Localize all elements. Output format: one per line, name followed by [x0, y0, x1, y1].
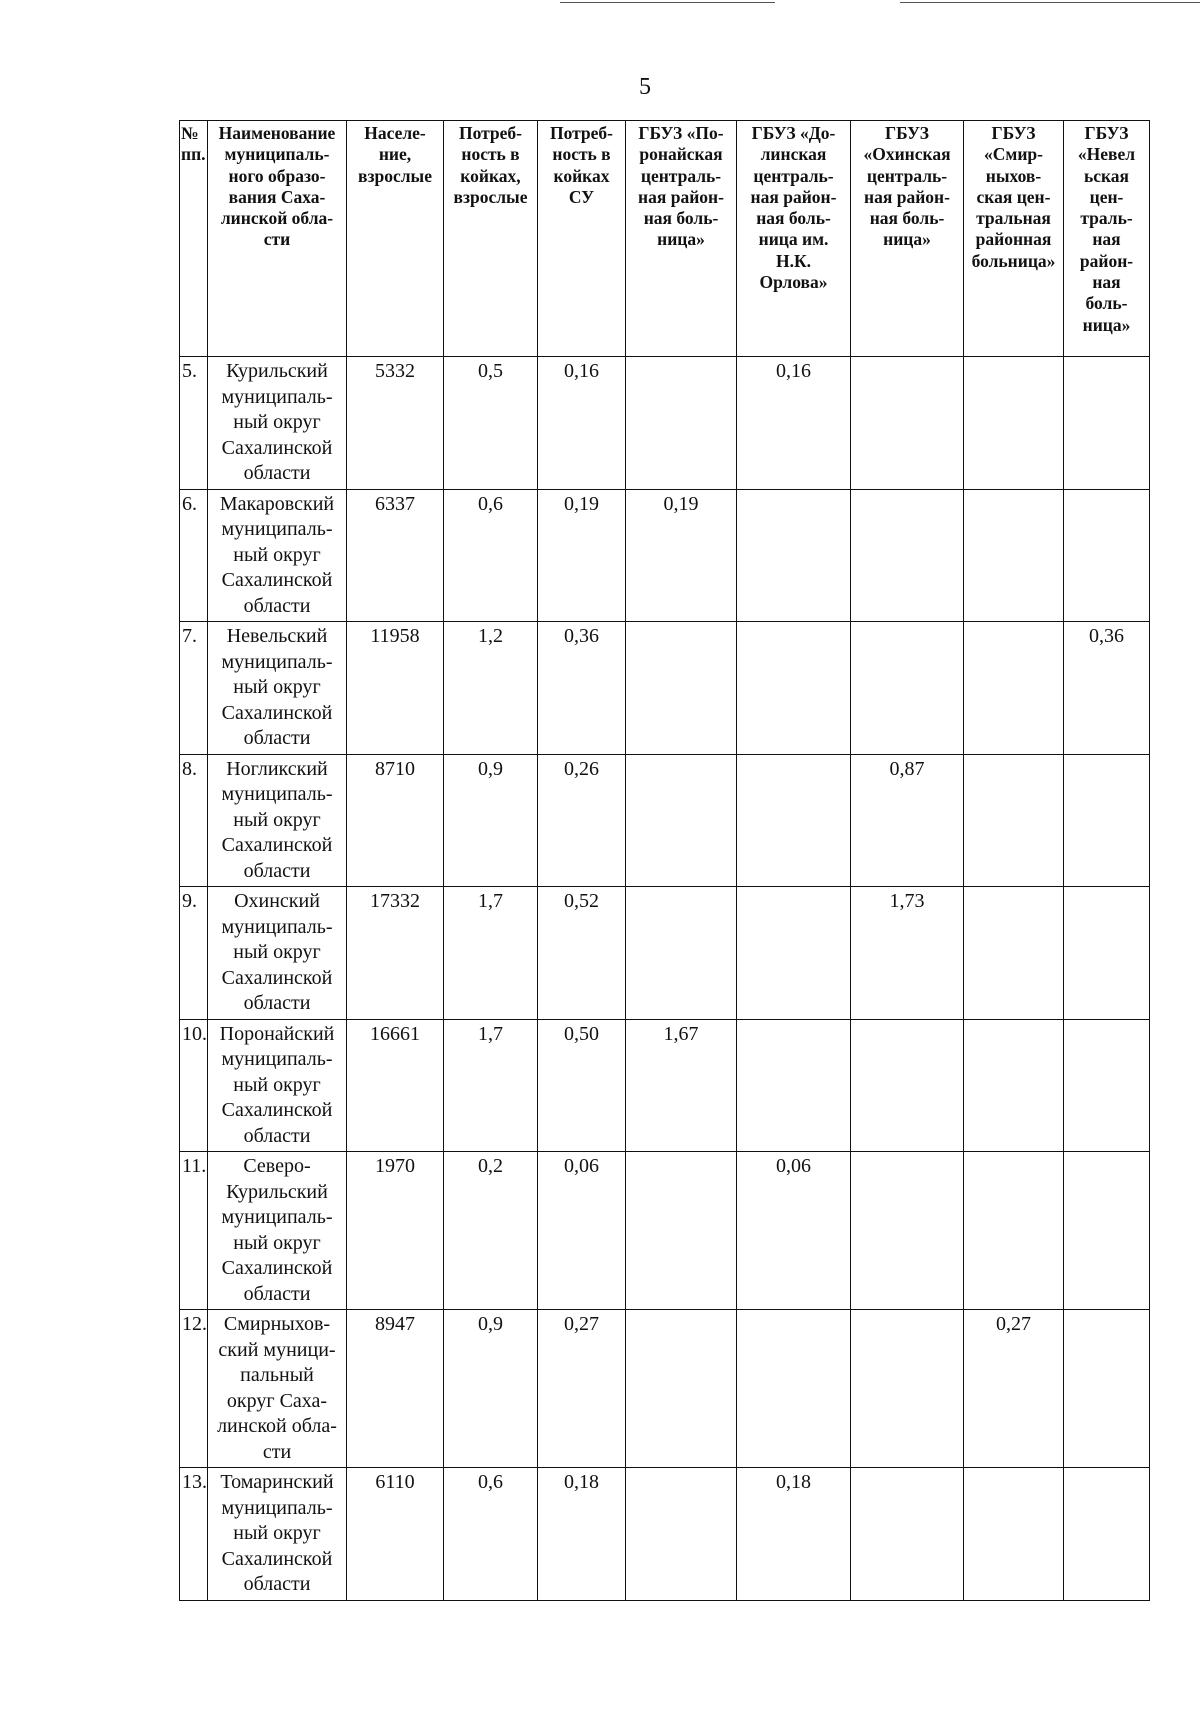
adult-bed-need: 0,6: [444, 489, 538, 622]
su-bed-need: 0,18: [538, 1468, 626, 1601]
table-row: [180, 887, 1150, 1020]
dolinsk-value: 0,18: [737, 1468, 851, 1601]
adult-population: 6337: [347, 489, 444, 622]
header-su-bed-need: Потреб- ность в койках СУ: [538, 121, 626, 357]
row-number: 13.: [180, 1468, 208, 1601]
okha-value: 0,87: [851, 754, 964, 887]
page-number: 5: [639, 74, 651, 100]
row-number: 9.: [180, 887, 208, 1020]
adult-population: 1970: [347, 1152, 444, 1310]
table-row: [180, 1152, 1150, 1310]
su-bed-need: 0,50: [538, 1019, 626, 1152]
su-bed-need: 0,52: [538, 887, 626, 1020]
dolinsk-value: [737, 1310, 851, 1468]
municipality-name: Поронайский муниципаль- ный округ Сахалинской области: [208, 1019, 347, 1152]
municipality-name: Макаровский муниципаль- ный округ Сахалинской области: [208, 489, 347, 622]
row-number: 8.: [180, 754, 208, 887]
municipality-name: Северо- Курильский муниципаль- ный округ Сахалинской области: [208, 1152, 347, 1310]
adult-population: 5332: [347, 357, 444, 490]
row-number: 5.: [180, 357, 208, 490]
row-number: 11.: [180, 1152, 208, 1310]
adult-population: 8947: [347, 1310, 444, 1468]
poronaisk-value: [626, 1468, 737, 1601]
table-row: [180, 357, 1150, 490]
dolinsk-value: 0,06: [737, 1152, 851, 1310]
header-smirnykh-hospital: ГБУЗ «Смир- ныхов- ская цен- тральная районная больница»: [964, 121, 1064, 357]
adult-bed-need: 1,2: [444, 622, 538, 755]
dolinsk-value: [737, 1019, 851, 1152]
nevelsk-value: [1064, 754, 1150, 887]
okha-value: [851, 1468, 964, 1601]
adult-bed-need: 1,7: [444, 1019, 538, 1152]
adult-bed-need: 1,7: [444, 887, 538, 1020]
nevelsk-value: [1064, 1152, 1150, 1310]
nevelsk-value: [1064, 1019, 1150, 1152]
municipality-name: Ногликский муниципаль- ный округ Сахалинской области: [208, 754, 347, 887]
adult-population: 16661: [347, 1019, 444, 1152]
su-bed-need: 0,19: [538, 489, 626, 622]
okha-value: [851, 489, 964, 622]
table-row: [180, 1468, 1150, 1601]
header-adult-bed-need: Потреб- ность в койках, взрослые: [444, 121, 538, 357]
smirnykh-value: [964, 1468, 1064, 1601]
smirnykh-value: [964, 1019, 1064, 1152]
su-bed-need: 0,06: [538, 1152, 626, 1310]
table-row: [180, 1310, 1150, 1468]
nevelsk-value: [1064, 887, 1150, 1020]
header-municipality-name: Наименование муниципаль- ного образо- вания Саха- линской обла- сти: [208, 121, 347, 357]
smirnykh-value: [964, 754, 1064, 887]
adult-bed-need: 0,6: [444, 1468, 538, 1601]
top-scan-line-left: [560, 2, 775, 3]
municipality-name: Охинский муниципаль- ный округ Сахалинской области: [208, 887, 347, 1020]
dolinsk-value: [737, 489, 851, 622]
municipality-name: Курильский муниципаль- ный округ Сахалинской области: [208, 357, 347, 490]
adult-bed-need: 0,9: [444, 754, 538, 887]
table-row: [180, 1019, 1150, 1152]
okha-value: [851, 357, 964, 490]
okha-value: 1,73: [851, 887, 964, 1020]
su-bed-need: 0,16: [538, 357, 626, 490]
adult-population: 17332: [347, 887, 444, 1020]
header-number: № пп.: [180, 121, 208, 357]
poronaisk-value: [626, 1152, 737, 1310]
smirnykh-value: [964, 489, 1064, 622]
header-okha-hospital: ГБУЗ «Охинская централь- ная район- ная боль- ница»: [851, 121, 964, 357]
municipality-name: Невельский муниципаль- ный округ Сахалинской области: [208, 622, 347, 755]
beds-distribution-table: [179, 120, 1150, 1601]
smirnykh-value: [964, 1152, 1064, 1310]
nevelsk-value: [1064, 357, 1150, 490]
adult-population: 8710: [347, 754, 444, 887]
row-number: 10.: [180, 1019, 208, 1152]
smirnykh-value: [964, 357, 1064, 490]
table-row: [180, 754, 1150, 887]
smirnykh-value: [964, 622, 1064, 755]
nevelsk-value: [1064, 1310, 1150, 1468]
top-scan-line-right: [900, 2, 1200, 3]
adult-population: 6110: [347, 1468, 444, 1601]
dolinsk-value: [737, 887, 851, 1020]
municipality-name: Смирныхов- ский муници- пальный округ Саха- линской обла- сти: [208, 1310, 347, 1468]
dolinsk-value: [737, 622, 851, 755]
adult-bed-need: 0,9: [444, 1310, 538, 1468]
poronaisk-value: [626, 622, 737, 755]
row-number: 6.: [180, 489, 208, 622]
table-header-row: [180, 121, 1150, 357]
table-row: [180, 489, 1150, 622]
nevelsk-value: [1064, 1468, 1150, 1601]
row-number: 7.: [180, 622, 208, 755]
smirnykh-value: [964, 887, 1064, 1020]
row-number: 12.: [180, 1310, 208, 1468]
nevelsk-value: [1064, 489, 1150, 622]
poronaisk-value: [626, 1310, 737, 1468]
nevelsk-value: 0,36: [1064, 622, 1150, 755]
municipality-name: Томаринский муниципаль- ный округ Сахалинской области: [208, 1468, 347, 1601]
okha-value: [851, 622, 964, 755]
okha-value: [851, 1310, 964, 1468]
su-bed-need: 0,26: [538, 754, 626, 887]
okha-value: [851, 1019, 964, 1152]
adult-bed-need: 0,2: [444, 1152, 538, 1310]
su-bed-need: 0,36: [538, 622, 626, 755]
table-row: [180, 622, 1150, 755]
header-dolinsk-hospital: ГБУЗ «До- линская централь- ная район- ная боль- ница им. Н.К. Орлова»: [737, 121, 851, 357]
header-adult-population: Населе- ние, взрослые: [347, 121, 444, 357]
smirnykh-value: 0,27: [964, 1310, 1064, 1468]
dolinsk-value: [737, 754, 851, 887]
poronaisk-value: [626, 754, 737, 887]
adult-population: 11958: [347, 622, 444, 755]
poronaisk-value: [626, 887, 737, 1020]
header-nevelsk-hospital: ГБУЗ «Невел ьская цен- траль- ная район- ная боль- ница»: [1064, 121, 1150, 357]
poronaisk-value: [626, 357, 737, 490]
header-poronaisk-hospital: ГБУЗ «По- ронайская централь- ная район- ная боль- ница»: [626, 121, 737, 357]
poronaisk-value: 1,67: [626, 1019, 737, 1152]
okha-value: [851, 1152, 964, 1310]
adult-bed-need: 0,5: [444, 357, 538, 490]
dolinsk-value: 0,16: [737, 357, 851, 490]
su-bed-need: 0,27: [538, 1310, 626, 1468]
poronaisk-value: 0,19: [626, 489, 737, 622]
